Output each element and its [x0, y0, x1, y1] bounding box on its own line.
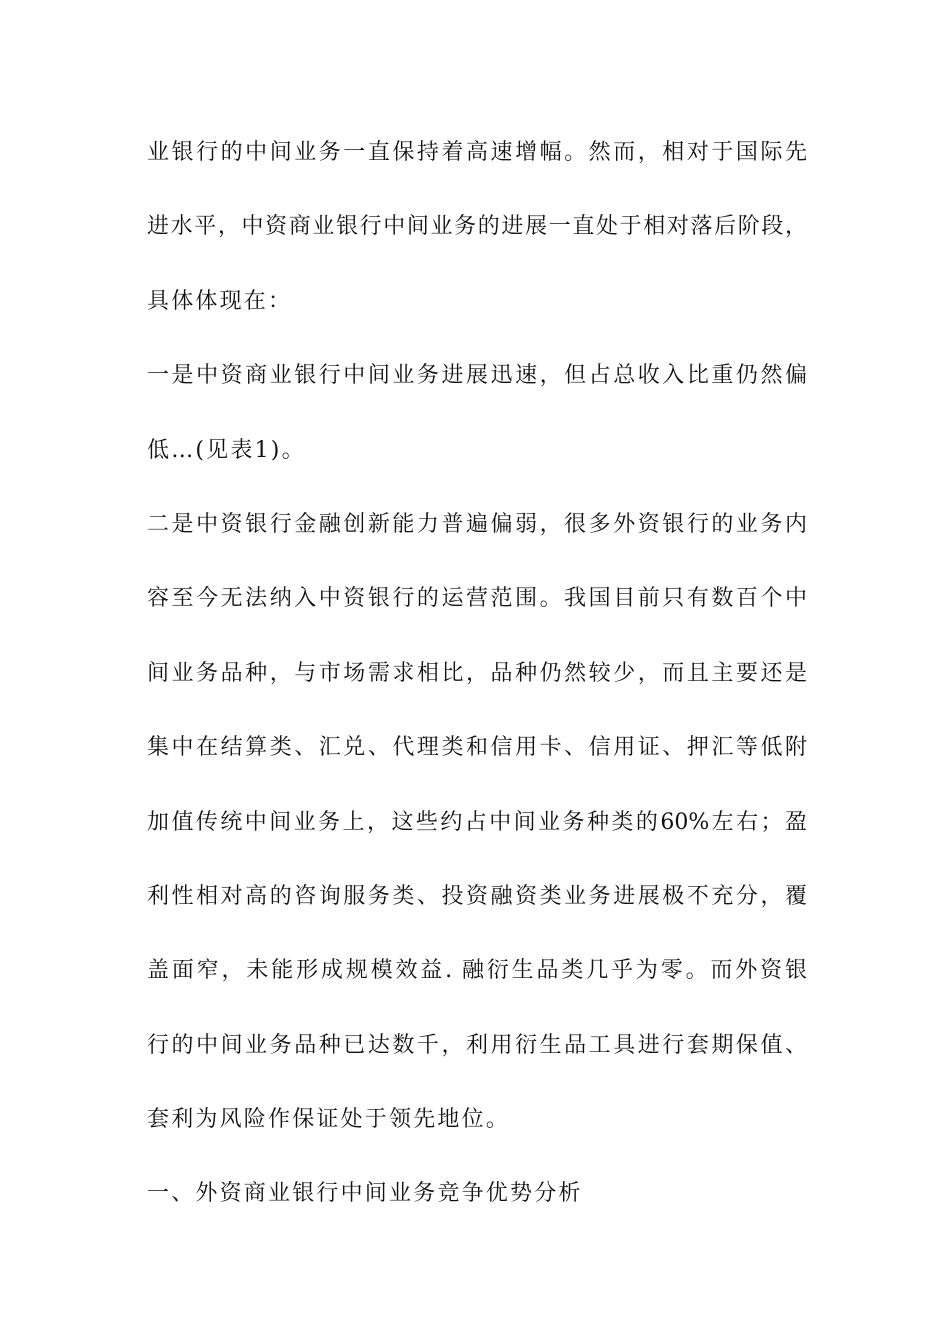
- text-line: 加值传统中间业务上，这些约占中间业务种类的60%左右；盈: [147, 809, 807, 835]
- text-line: 盖面窄，未能形成规模效益. 融衍生品类几乎为零。而外资银: [147, 958, 807, 984]
- text-line: 二是中资银行金融创新能力普遍偏弱，很多外资银行的业务内: [147, 511, 807, 537]
- section-heading: 一、外资商业银行中间业务竞争优势分析: [147, 1181, 583, 1207]
- text-line: 业银行的中间业务一直保持着高速增幅。然而，相对于国际先: [147, 140, 807, 165]
- text-line: 进水平，中资商业银行中间业务的进展一直处于相对落后阶段，: [147, 214, 807, 240]
- text-line: 间业务品种，与市场需求相比，品种仍然较少，而且主要还是: [147, 660, 807, 686]
- text-line: 低…(见表1)。: [147, 437, 306, 463]
- text-line: 利性相对高的咨询服务类、投资融资类业务进展极不充分，覆: [147, 883, 807, 909]
- text-line: 行的中间业务品种已达数千，利用衍生品工具进行套期保值、: [147, 1032, 807, 1058]
- text-line: 集中在结算类、汇兑、代理类和信用卡、信用证、押汇等低附: [147, 735, 807, 761]
- text-line: 一是中资商业银行中间业务进展迅速，但占总收入比重仍然偏: [147, 363, 807, 389]
- text-line: 具体体现在：: [147, 288, 293, 314]
- text-line: 容至今无法纳入中资银行的运营范围。我国目前只有数百个中: [147, 586, 807, 612]
- text-line: 套利为风险作保证处于领先地位。: [147, 1107, 511, 1133]
- body-text: [147, 131, 807, 1247]
